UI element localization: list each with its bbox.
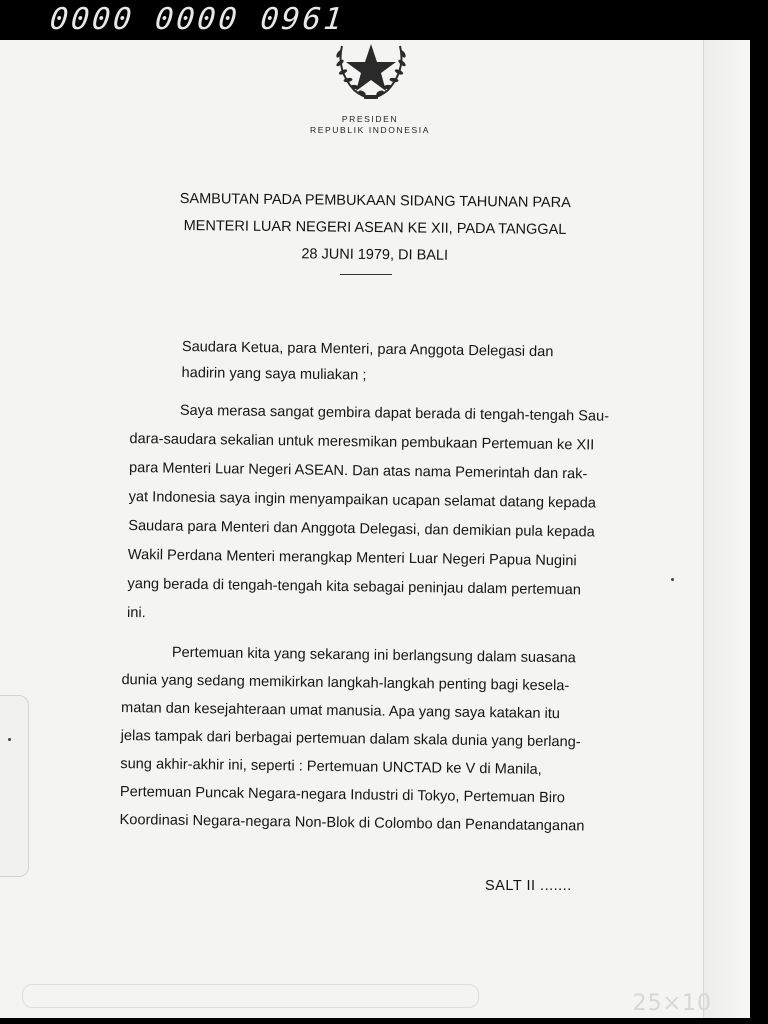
page-fold-left bbox=[0, 695, 29, 877]
text-line: Saudara para Menteri dan Anggota Delegasi, dan demikian pula kepada bbox=[128, 517, 595, 541]
document-title bbox=[140, 186, 611, 272]
header-line-presiden: PRESIDEN bbox=[341, 114, 399, 124]
text-line: dara-saudara sekalian untuk meresmikan pembukaan Pertemuan ke XII bbox=[129, 430, 595, 454]
text-line: Wakil Perdana Menteri merangkap Menteri Luar Negeri Papua Nugini bbox=[127, 546, 577, 570]
text-line: Saudara Ketua, para Menteri, para Anggota Delegasi dan bbox=[181, 339, 554, 361]
scan-watermark: 25×10 bbox=[632, 991, 712, 1016]
title-line: 28 JUNI 1979, DI BALI bbox=[301, 246, 449, 264]
speck bbox=[671, 578, 674, 581]
text-line: para Menteri Luar Negeri ASEAN. Dan atas nama Pemerintah dan rak- bbox=[128, 459, 588, 483]
continuation-catchword: SALT II ....... bbox=[485, 878, 572, 894]
text-line: yang berada di tengah-tengah kita sebagai peninjau dalam pertemuan bbox=[127, 575, 582, 599]
text-line: Saya merasa sangat gembira dapat berada di tengah-tengah Sau- bbox=[179, 402, 610, 425]
text-line: dunia yang sedang memikirkan langkah-langkah penting bagi kesela- bbox=[121, 671, 570, 695]
text-line: hadirin yang saya muliakan ; bbox=[181, 364, 367, 384]
header-line-republik: REPUBLIK INDONESIA bbox=[310, 125, 430, 135]
text-line: sung akhir-akhir ini, seperti : Pertemuan UNCTAD ke V di Manila, bbox=[120, 755, 542, 778]
page-fold-right bbox=[703, 40, 750, 1018]
text-line: ini. bbox=[126, 604, 146, 622]
text-line: Pertemuan kita yang sekarang ini berlangsung dalam suasana bbox=[171, 644, 576, 667]
text-line: matan dan kesejahteraan umat manusia. Apa yang saya katakan itu bbox=[120, 699, 561, 723]
text-line: yat Indonesia saya ingin menyampaikan ucapan selamat datang kepada bbox=[128, 488, 597, 512]
garuda-star-emblem-icon bbox=[328, 40, 414, 102]
text-line: Koordinasi Negara-negara Non-Blok di Colombo dan Penandatanganan bbox=[119, 811, 585, 835]
text-line: jelas tampak dari berbagai pertemuan dalam skala dunia yang berlang- bbox=[120, 727, 581, 751]
speck bbox=[8, 738, 11, 741]
text-line: Pertemuan Puncak Negara-negara Industri di Tokyo, Pertemuan Biro bbox=[119, 783, 566, 807]
film-frame-number: 0000 0000 0961 bbox=[48, 2, 347, 37]
document-page bbox=[0, 40, 750, 1018]
title-underline bbox=[340, 274, 392, 275]
page-fold-bottom bbox=[22, 984, 479, 1008]
title-line: SAMBUTAN PADA PEMBUKAAN SIDANG TAHUNAN PARA bbox=[179, 190, 571, 212]
title-line: MENTERI LUAR NEGERI ASEAN KE XII, PADA TANGGAL bbox=[183, 217, 567, 239]
